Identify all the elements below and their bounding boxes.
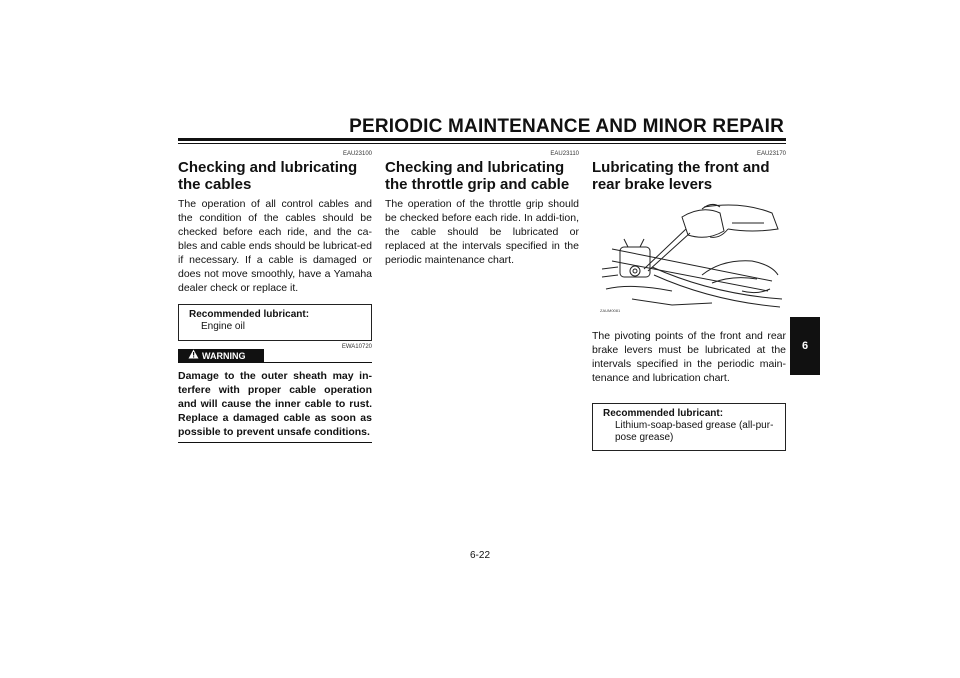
section-body: The operation of all control cables and the condition of the cables should be checked before each ride, and the ca-bles and cable ends should be lubricat-ed if necessary. If a cable is damaged or does not move smoothly, have a Yamaha dealer check or replace it. [178, 198, 372, 294]
lever-lubrication-illustration [592, 199, 786, 319]
warning-bottom-rule [178, 442, 372, 443]
page-number: 6-22 [469, 550, 490, 561]
warning-icon [186, 349, 200, 363]
warning-text: Damage to the outer sheath may in-terfere with proper cable operation and will cause the inner cable to rust. Replace a damaged cable as soon as possible to prevent unsafe conditions. [178, 370, 372, 438]
section-levers [592, 150, 786, 451]
warning-label: WARNING [202, 351, 246, 361]
lubricant-label: Recommended lubricant: [603, 408, 724, 419]
lubricant-box [592, 403, 786, 451]
section-code: EAU23100 [342, 151, 372, 157]
section-cables [178, 150, 372, 443]
section-code: EAU23170 [756, 151, 786, 157]
section-heading: Lubricating the front and rear brake levers [592, 159, 770, 193]
warning-header [178, 345, 372, 367]
chapter-tab: 6 [790, 317, 820, 375]
section-heading: Checking and lubricating the cables [178, 159, 358, 193]
illustration-code: ZAUM0081 [600, 308, 621, 313]
section-heading: Checking and lubricating the throttle grip and cable [385, 159, 570, 193]
header-rule-thin [178, 143, 786, 144]
lubricant-value: Lithium-soap-based grease (all-pur-pose grease) [615, 420, 774, 443]
section-body: The pivoting points of the front and rear brake levers must be lubricated at the intervals specified in the periodic main-tenance and lubrication chart. [592, 330, 786, 384]
warning-badge [178, 349, 264, 363]
lubricant-box [178, 304, 372, 341]
section-throttle [385, 150, 579, 267]
warning-rule [264, 362, 372, 363]
lubricant-value: Engine oil [201, 321, 245, 332]
header-rule [178, 138, 786, 141]
warning-code: EWA10720 [341, 344, 372, 350]
lever-illustration-drawing [592, 199, 786, 319]
lubricant-label: Recommended lubricant: [189, 309, 310, 320]
section-body: The operation of the throttle grip should be checked before each ride. In addi-tion, the cable should be lubricated or replaced at the intervals specified in the periodic maintenance chart. [385, 198, 579, 266]
section-code: EAU23110 [550, 151, 579, 157]
header-title: PERIODIC MAINTENANCE AND MINOR REPAIR [349, 116, 784, 137]
